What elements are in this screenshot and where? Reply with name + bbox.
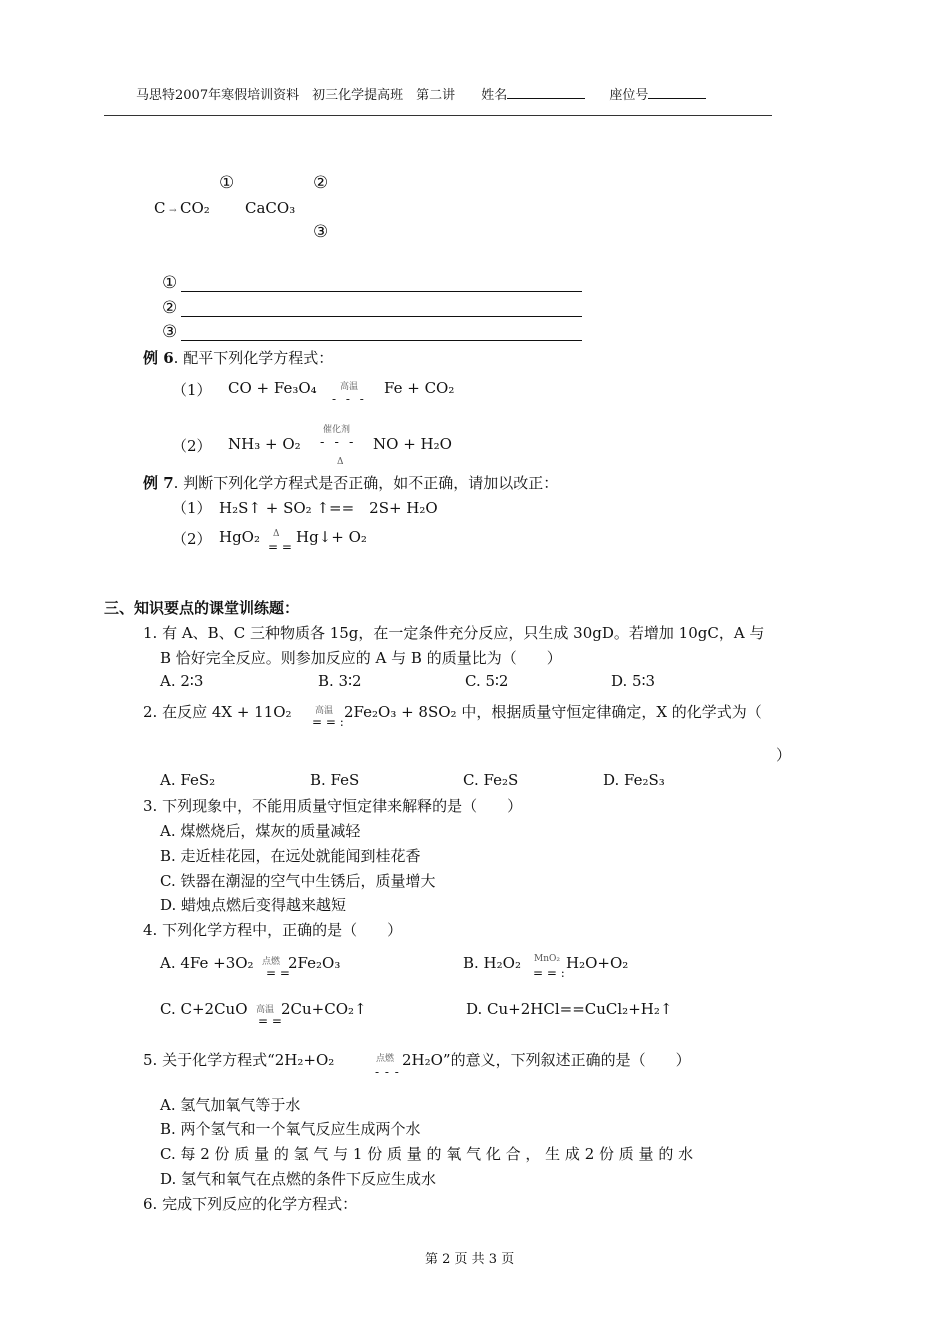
ex6-q2-delta: Δ: [337, 457, 344, 467]
q4-option-a-condition: 点燃: [262, 957, 281, 967]
q3-option-b: B. 走近桂花园，在远处就能闻到桂花香: [160, 847, 421, 865]
q4-option-a-left: A. 4Fe +3O₂: [160, 954, 254, 972]
seat-blank: [648, 86, 706, 99]
ex7-q1: （1） H₂S↑ + SO₂ ↑== 2S+ H₂O: [172, 499, 438, 517]
q2-option-b: B. FeS: [310, 771, 360, 789]
scheme-caco3: CaCO₃: [245, 199, 296, 217]
example-7-title: 例 7: [143, 474, 174, 492]
header-rule: [104, 115, 772, 116]
scheme-num-2: ②: [313, 173, 329, 193]
example-7-heading: [143, 472, 558, 493]
q5-arrow: - - -: [375, 1065, 400, 1079]
ex7-q2-delta: Δ: [273, 529, 280, 539]
q3-option-c: C. 铁器在潮湿的空气中生锈后，质量增大: [160, 872, 436, 890]
answer-label-3: ③: [162, 322, 178, 342]
ex6-q1-left: CO + Fe₃O₄: [228, 379, 317, 397]
q1-option-a: A. 2∶3: [160, 672, 204, 690]
q2-pre: 2. 在反应 4X + 11O₂: [143, 703, 292, 721]
q1-option-b: B. 3∶2: [318, 672, 362, 690]
q4-option-b-equals: = = :: [533, 966, 565, 980]
ex6-q2-arrow: - - -: [320, 435, 357, 450]
example-7-prompt: . 判断下列化学方程式是否正确，如不正确，请加以改正：: [173, 474, 559, 492]
name-blank: [507, 86, 585, 99]
ex6-q1-arrow: - - -: [332, 392, 367, 406]
example-6-prompt: . 配平下列化学方程式：: [173, 349, 334, 367]
q4-option-c-equals: = =: [258, 1014, 282, 1028]
q2-condition: 高温: [315, 706, 334, 716]
answer-line-3: [181, 340, 582, 341]
q5-option-a: A. 氢气加氧气等于水: [160, 1096, 301, 1114]
q2-option-c: C. Fe₂S: [463, 771, 519, 789]
scheme-arrow-icon: →: [169, 206, 177, 216]
ex6-q2-no: （2）: [172, 437, 212, 455]
ex6-q1-condition: 高温: [340, 382, 359, 392]
page-number: 第 2 页 共 3 页: [425, 1252, 515, 1267]
ex7-q2-no: （2）: [172, 530, 212, 548]
answer-line-1: [181, 291, 582, 292]
q5-pre: 5. 关于化学方程式“2H₂+O₂: [143, 1051, 335, 1069]
ex6-q2-left: NH₃ + O₂: [228, 435, 301, 453]
seat-label: 座位号: [609, 88, 649, 103]
ex6-q2-condition: 催化剂: [323, 425, 351, 435]
q6-stem: 6. 完成下列反应的化学方程式：: [143, 1195, 358, 1213]
name-label: 姓名: [481, 88, 508, 103]
q1-option-c: C. 5∶2: [465, 672, 509, 690]
header-title: 马思特2007年寒假培训资料 初三化学提高班 第二讲: [136, 88, 456, 103]
ex6-q2-right: NO + H₂O: [373, 435, 452, 453]
q2-equals: = = :: [312, 715, 344, 729]
example-6-heading: [143, 347, 333, 368]
q5-option-c: C. 每 2 份 质 量 的 氢 气 与 1 份 质 量 的 氧 气 化 合 ， 生 成 2 份 质 量 的 水: [160, 1145, 694, 1163]
q4-option-c-left: C. C+2CuO: [160, 1000, 248, 1018]
ex7-q2-equals: = =: [268, 540, 292, 554]
q4-option-b-right: H₂O+O₂: [566, 954, 629, 972]
scheme-num-1: ①: [219, 173, 235, 193]
example-6-title: 例 6: [143, 349, 174, 367]
q5-option-d: D. 氢气和氧气在点燃的条件下反应生成水: [160, 1170, 437, 1188]
section-3-title: 三、知识要点的课堂训练题：: [104, 599, 300, 617]
q5-post: 2H₂O”的意义，下列叙述正确的是（ ）: [402, 1051, 691, 1069]
ex7-q2-left: HgO₂: [219, 528, 260, 546]
q4-option-c-right: 2Cu+CO₂↑: [281, 1000, 367, 1018]
ex7-q2-right: Hg↓+ O₂: [296, 528, 367, 546]
q5-condition: 点燃: [376, 1054, 395, 1064]
q2-close: ）: [776, 746, 792, 764]
answer-label-2: ②: [162, 298, 178, 318]
q4-option-b-left: B. H₂O₂: [463, 954, 521, 972]
scheme-num-3: ③: [313, 222, 329, 242]
q1-option-d: D. 5∶3: [611, 672, 656, 690]
q2-post: 2Fe₂O₃ + 8SO₂ 中，根据质量守恒定律确定，X 的化学式为（: [344, 703, 762, 721]
q1-line2: B 恰好完全反应。则参加反应的 A 与 B 的质量比为（ ）: [160, 649, 562, 667]
scheme-c: C: [154, 199, 166, 217]
q2-option-d: D. Fe₂S₃: [603, 771, 665, 789]
q3-stem: 3. 下列现象中，不能用质量守恒定律来解释的是（ ）: [143, 797, 523, 815]
answer-line-2: [181, 316, 582, 317]
scheme-co2: CO₂: [180, 199, 210, 217]
q4-option-b-condition: MnO₂: [534, 954, 560, 964]
q4-stem: 4. 下列化学方程中，正确的是（ ）: [143, 921, 403, 939]
ex6-q1-right: Fe + CO₂: [384, 379, 455, 397]
q4-option-c-condition: 高温: [256, 1005, 275, 1015]
q1-line1: 1. 有 A、B、C 三种物质各 15g，在一定条件充分反应，只生成 30gD。若增加 10gC，A 与: [143, 624, 765, 642]
q4-option-a-equals: = =: [266, 966, 290, 980]
ex6-q1-no: （1）: [172, 381, 212, 399]
q3-option-d: D. 蜡烛点燃后变得越来越短: [160, 896, 347, 914]
q4-option-d: D. Cu+2HCl==CuCl₂+H₂↑: [466, 1000, 673, 1018]
q4-option-a-right: 2Fe₂O₃: [288, 954, 341, 972]
q5-option-b: B. 两个氢气和一个氧气反应生成两个水: [160, 1120, 421, 1138]
q2-option-a: A. FeS₂: [160, 771, 216, 789]
answer-label-1: ①: [162, 273, 178, 293]
q3-option-a: A. 煤燃烧后，煤灰的质量减轻: [160, 822, 361, 840]
page-header: [136, 84, 706, 103]
